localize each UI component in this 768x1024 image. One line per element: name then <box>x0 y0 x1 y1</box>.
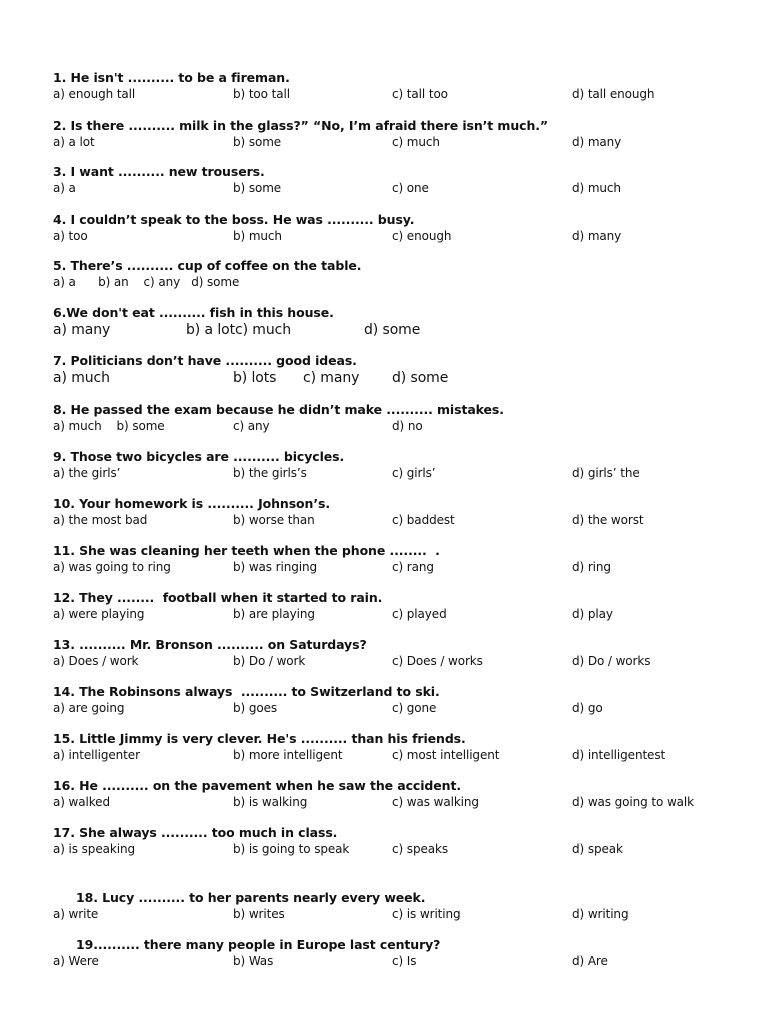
answer-options <box>53 321 753 340</box>
option-a[interactable]: a) the girls’ <box>53 466 121 480</box>
question-5 <box>53 257 753 291</box>
option-c[interactable]: c) rang <box>392 560 434 574</box>
answer-options <box>53 180 753 197</box>
option-b[interactable]: b) the girls’s <box>233 466 307 480</box>
option-b[interactable]: b) more intelligent <box>233 748 343 762</box>
option-a[interactable]: a) the most bad <box>53 513 148 527</box>
question-8 <box>53 401 753 435</box>
question-stem: 13. .......... Mr. Bronson .......... on Saturdays? <box>53 637 367 652</box>
option-d[interactable]: d) Do / works <box>572 654 651 668</box>
option-c[interactable]: c) one <box>392 181 429 195</box>
option-a[interactable]: a) a <box>53 181 76 195</box>
question-stem: 3. I want .......... new trousers. <box>53 164 265 179</box>
question-15 <box>53 730 753 764</box>
inline-options[interactable]: a) a b) an c) any d) some <box>53 275 240 289</box>
option-b[interactable]: b) are playing <box>233 607 315 621</box>
option-a[interactable]: a) intelligenter <box>53 748 140 762</box>
question-12 <box>53 589 753 623</box>
question-stem: 18. Lucy .......... to her parents nearly every week. <box>76 890 426 905</box>
question-stem: 5. There’s .......... cup of coffee on the table. <box>53 258 362 273</box>
question-stem: 6.We don't eat .......... fish in this house. <box>53 305 334 320</box>
option-c[interactable]: c) most intelligent <box>392 748 500 762</box>
option-c[interactable]: c) tall too <box>392 87 448 101</box>
option-b[interactable]: b) worse than <box>233 513 315 527</box>
option-a-b[interactable]: a) much b) some <box>53 419 165 433</box>
option-a[interactable]: a) was going to ring <box>53 560 171 574</box>
option-d[interactable]: d) was going to walk <box>572 795 694 809</box>
option-a[interactable]: a) many <box>53 322 111 338</box>
option-c[interactable]: c) much <box>392 135 440 149</box>
option-d[interactable]: d) play <box>572 607 613 621</box>
option-d[interactable]: d) many <box>572 135 622 149</box>
answer-options <box>53 418 753 435</box>
option-b[interactable]: b) some <box>233 181 282 195</box>
question-14 <box>53 683 753 717</box>
option-b[interactable]: b) some <box>233 135 282 149</box>
option-d[interactable]: d) speak <box>572 842 623 856</box>
question-19 <box>53 936 753 970</box>
option-b[interactable]: b) lots <box>233 370 277 386</box>
answer-options <box>53 369 753 388</box>
option-a[interactable]: a) too <box>53 229 88 243</box>
answer-options <box>53 86 753 103</box>
question-17 <box>53 824 753 858</box>
option-d[interactable]: d) many <box>572 229 622 243</box>
option-c[interactable]: c) played <box>392 607 447 621</box>
question-2 <box>53 117 753 151</box>
question-stem: 11. She was cleaning her teeth when the phone ........ . <box>53 543 440 558</box>
option-c[interactable]: c) girls’ <box>392 466 436 480</box>
answer-options <box>53 906 753 923</box>
option-d[interactable]: d) no <box>392 419 423 433</box>
question-7 <box>53 352 753 388</box>
option-a[interactable]: a) a lot <box>53 135 95 149</box>
answer-options <box>53 747 753 764</box>
option-b[interactable]: b) was ringing <box>233 560 317 574</box>
question-3 <box>53 163 753 197</box>
option-a[interactable]: a) Were <box>53 954 99 968</box>
option-c[interactable]: c) Does / works <box>392 654 483 668</box>
option-b[interactable]: b) is going to speak <box>233 842 350 856</box>
question-stem: 16. He .......... on the pavement when he saw the accident. <box>53 778 461 793</box>
answer-options <box>53 953 753 970</box>
option-c[interactable]: c) any <box>233 419 270 433</box>
option-c[interactable]: c) is writing <box>392 907 461 921</box>
option-d[interactable]: d) much <box>572 181 621 195</box>
answer-options <box>53 606 753 623</box>
option-c[interactable]: c) baddest <box>392 513 455 527</box>
answer-options <box>53 134 753 151</box>
option-d[interactable]: d) some <box>392 370 449 386</box>
option-d[interactable]: d) go <box>572 701 603 715</box>
option-b[interactable]: b) writes <box>233 907 285 921</box>
answer-options <box>53 653 753 670</box>
option-b[interactable]: b) too tall <box>233 87 290 101</box>
question-stem: 12. They ........ football when it started to rain. <box>53 590 383 605</box>
question-stem: 4. I couldn’t speak to the boss. He was .......... busy. <box>53 212 415 227</box>
option-c[interactable]: c) gone <box>392 701 437 715</box>
answer-options <box>53 841 753 858</box>
question-stem: 2. Is there .......... milk in the glass?” “No, I’m afraid there isn’t much.” <box>53 118 549 133</box>
question-13 <box>53 636 753 670</box>
question-stem: 10. Your homework is .......... Johnson’s. <box>53 496 330 511</box>
option-c[interactable]: c) was walking <box>392 795 479 809</box>
question-stem: 7. Politicians don’t have .......... good ideas. <box>53 353 357 368</box>
option-d[interactable]: d) girls’ the <box>572 466 640 480</box>
option-c[interactable]: c) Is <box>392 954 417 968</box>
option-d[interactable]: d) Are <box>572 954 608 968</box>
answer-options <box>53 700 753 717</box>
question-9 <box>53 448 753 482</box>
option-b[interactable]: b) Do / work <box>233 654 306 668</box>
answer-options <box>53 512 753 529</box>
question-stem: 8. He passed the exam because he didn’t make .......... mistakes. <box>53 402 504 417</box>
answer-options <box>53 794 753 811</box>
option-b[interactable]: b) is walking <box>233 795 308 809</box>
question-stem: 14. The Robinsons always .......... to Switzerland to ski. <box>53 684 440 699</box>
question-stem: 19.......... there many people in Europe last century? <box>76 937 441 952</box>
option-a[interactable]: a) are going <box>53 701 125 715</box>
answer-options <box>53 559 753 576</box>
question-6 <box>53 304 753 340</box>
option-a[interactable]: a) Does / work <box>53 654 139 668</box>
answer-options <box>53 465 753 482</box>
option-c[interactable]: c) enough <box>392 229 452 243</box>
question-1 <box>53 69 753 103</box>
option-b[interactable]: b) much <box>233 229 282 243</box>
option-a[interactable]: a) enough tall <box>53 87 136 101</box>
question-stem: 9. Those two bicycles are .......... bicycles. <box>53 449 345 464</box>
option-b-c[interactable]: b) a lotc) much <box>186 322 291 338</box>
answer-options <box>53 274 753 291</box>
question-4 <box>53 211 753 245</box>
option-b[interactable]: b) goes <box>233 701 278 715</box>
question-10 <box>53 495 753 529</box>
question-stem: 1. He isn't .......... to be a fireman. <box>53 70 290 85</box>
question-11 <box>53 542 753 576</box>
option-c[interactable]: c) many <box>303 370 360 386</box>
question-stem: 15. Little Jimmy is very clever. He's .......... than his friends. <box>53 731 466 746</box>
question-18 <box>53 889 753 923</box>
option-c[interactable]: c) speaks <box>392 842 449 856</box>
option-a[interactable]: a) were playing <box>53 607 145 621</box>
option-a[interactable]: a) walked <box>53 795 110 809</box>
option-a[interactable]: a) write <box>53 907 99 921</box>
answer-options <box>53 228 753 245</box>
option-d[interactable]: d) intelligentest <box>572 748 666 762</box>
option-a[interactable]: a) much <box>53 370 110 386</box>
option-b[interactable]: b) Was <box>233 954 274 968</box>
option-d[interactable]: d) the worst <box>572 513 644 527</box>
option-d[interactable]: d) ring <box>572 560 611 574</box>
option-a[interactable]: a) is speaking <box>53 842 135 856</box>
option-d[interactable]: d) writing <box>572 907 629 921</box>
option-d[interactable]: d) tall enough <box>572 87 655 101</box>
question-16 <box>53 777 753 811</box>
option-d[interactable]: d) some <box>364 322 421 338</box>
question-stem: 17. She always .......... too much in class. <box>53 825 338 840</box>
